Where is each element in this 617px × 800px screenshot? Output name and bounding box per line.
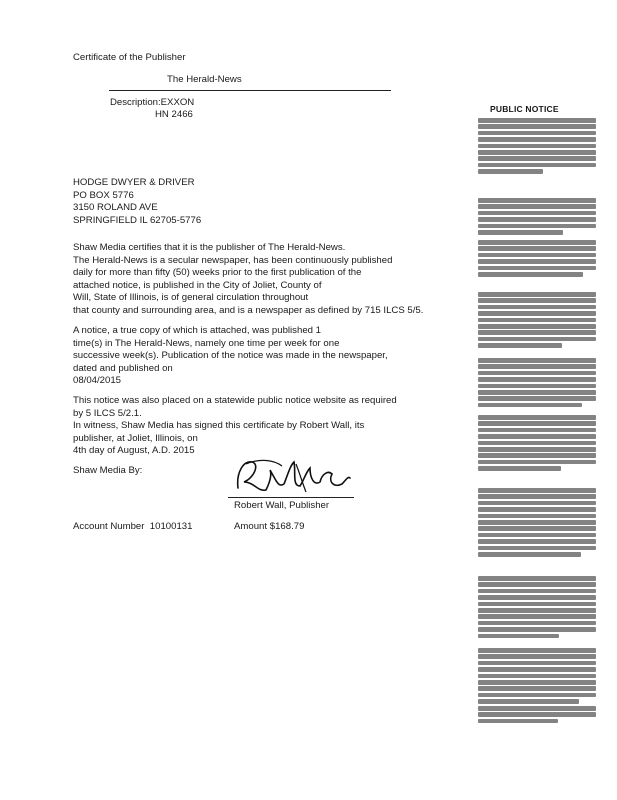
clipping-text-block	[478, 576, 596, 640]
para1-line: daily for more than fifty (50) weeks prior to the first publication of the	[73, 267, 362, 279]
para1-line: The Herald-News is a secular newspaper, has been continuously published	[73, 254, 393, 266]
para3-line: 4th day of August, A.D. 2015	[73, 445, 195, 457]
addressee-block	[73, 177, 201, 227]
public-notice-title: PUBLIC NOTICE	[490, 104, 559, 114]
description-code: HN 2466	[155, 109, 193, 120]
public-notice-clipping	[478, 100, 596, 725]
account-amount	[234, 521, 304, 534]
signature-by-label: Shaw Media By:	[73, 465, 143, 476]
clipping-text-block	[478, 648, 596, 706]
clipping-text-block	[478, 358, 596, 409]
para1-line: Will, State of Illinois, is of general circulation throughout	[73, 292, 309, 304]
signature-line	[228, 497, 354, 498]
account-number-label: Account Number	[73, 521, 145, 532]
para1-line: attached notice, is published in the City of Joliet, County of	[73, 279, 322, 291]
para2-line: A notice, a true copy of which is attached, was published 1	[73, 325, 321, 336]
addressee-city: SPRINGFIELD IL 62705-5776	[73, 214, 202, 226]
clipping-text-block	[478, 240, 596, 278]
addressee-street: 3150 ROLAND AVE	[73, 202, 158, 214]
account-number	[73, 521, 192, 534]
para3-line: publisher, at Joliet, Illinois, on	[73, 432, 198, 444]
clipping-text-block	[478, 292, 596, 350]
clipping-text-block	[478, 415, 596, 473]
clipping-text-block	[478, 118, 596, 176]
publication-paragraph	[73, 325, 388, 388]
addressee-po-box: PO BOX 5776	[73, 189, 134, 201]
amount-label: Amount	[234, 521, 268, 532]
para2-line: dated and published on	[73, 362, 173, 374]
para1-line: Shaw Media certifies that it is the publisher of The Herald-News.	[73, 242, 346, 253]
para2-line: successive week(s). Publication of the notice was made in the newspaper,	[73, 350, 388, 362]
witness-paragraph	[73, 395, 397, 458]
clipping-text-block	[478, 488, 596, 558]
para2-line: time(s) in The Herald-News, namely one time per week for one	[73, 337, 340, 349]
para3-line: This notice was also placed on a statewide public notice website as required	[73, 395, 397, 406]
amount-value: $168.79	[269, 521, 305, 532]
newspaper-name: The Herald-News	[167, 74, 242, 85]
certificate-title: Certificate of the Publisher	[73, 52, 186, 63]
header-rule	[109, 90, 391, 91]
clipping-text-block	[478, 198, 596, 236]
addressee-name: HODGE DWYER & DRIVER	[73, 177, 195, 188]
certification-paragraph	[73, 242, 423, 318]
account-number-value: 10100131	[149, 521, 193, 532]
publication-date: 08/04/2015	[73, 375, 122, 387]
para3-line: In witness, Shaw Media has signed this certificate by Robert Wall, its	[73, 420, 365, 432]
clipping-text-block	[478, 706, 596, 725]
description-label: Description:EXXON	[110, 97, 195, 108]
para3-line: by 5 ILCS 5/2.1.	[73, 407, 142, 419]
para1-line: that county and surrounding area, and is a newspaper as defined by 715 ILCS 5/5.	[73, 304, 424, 316]
signer-name: Robert Wall, Publisher	[234, 500, 330, 511]
